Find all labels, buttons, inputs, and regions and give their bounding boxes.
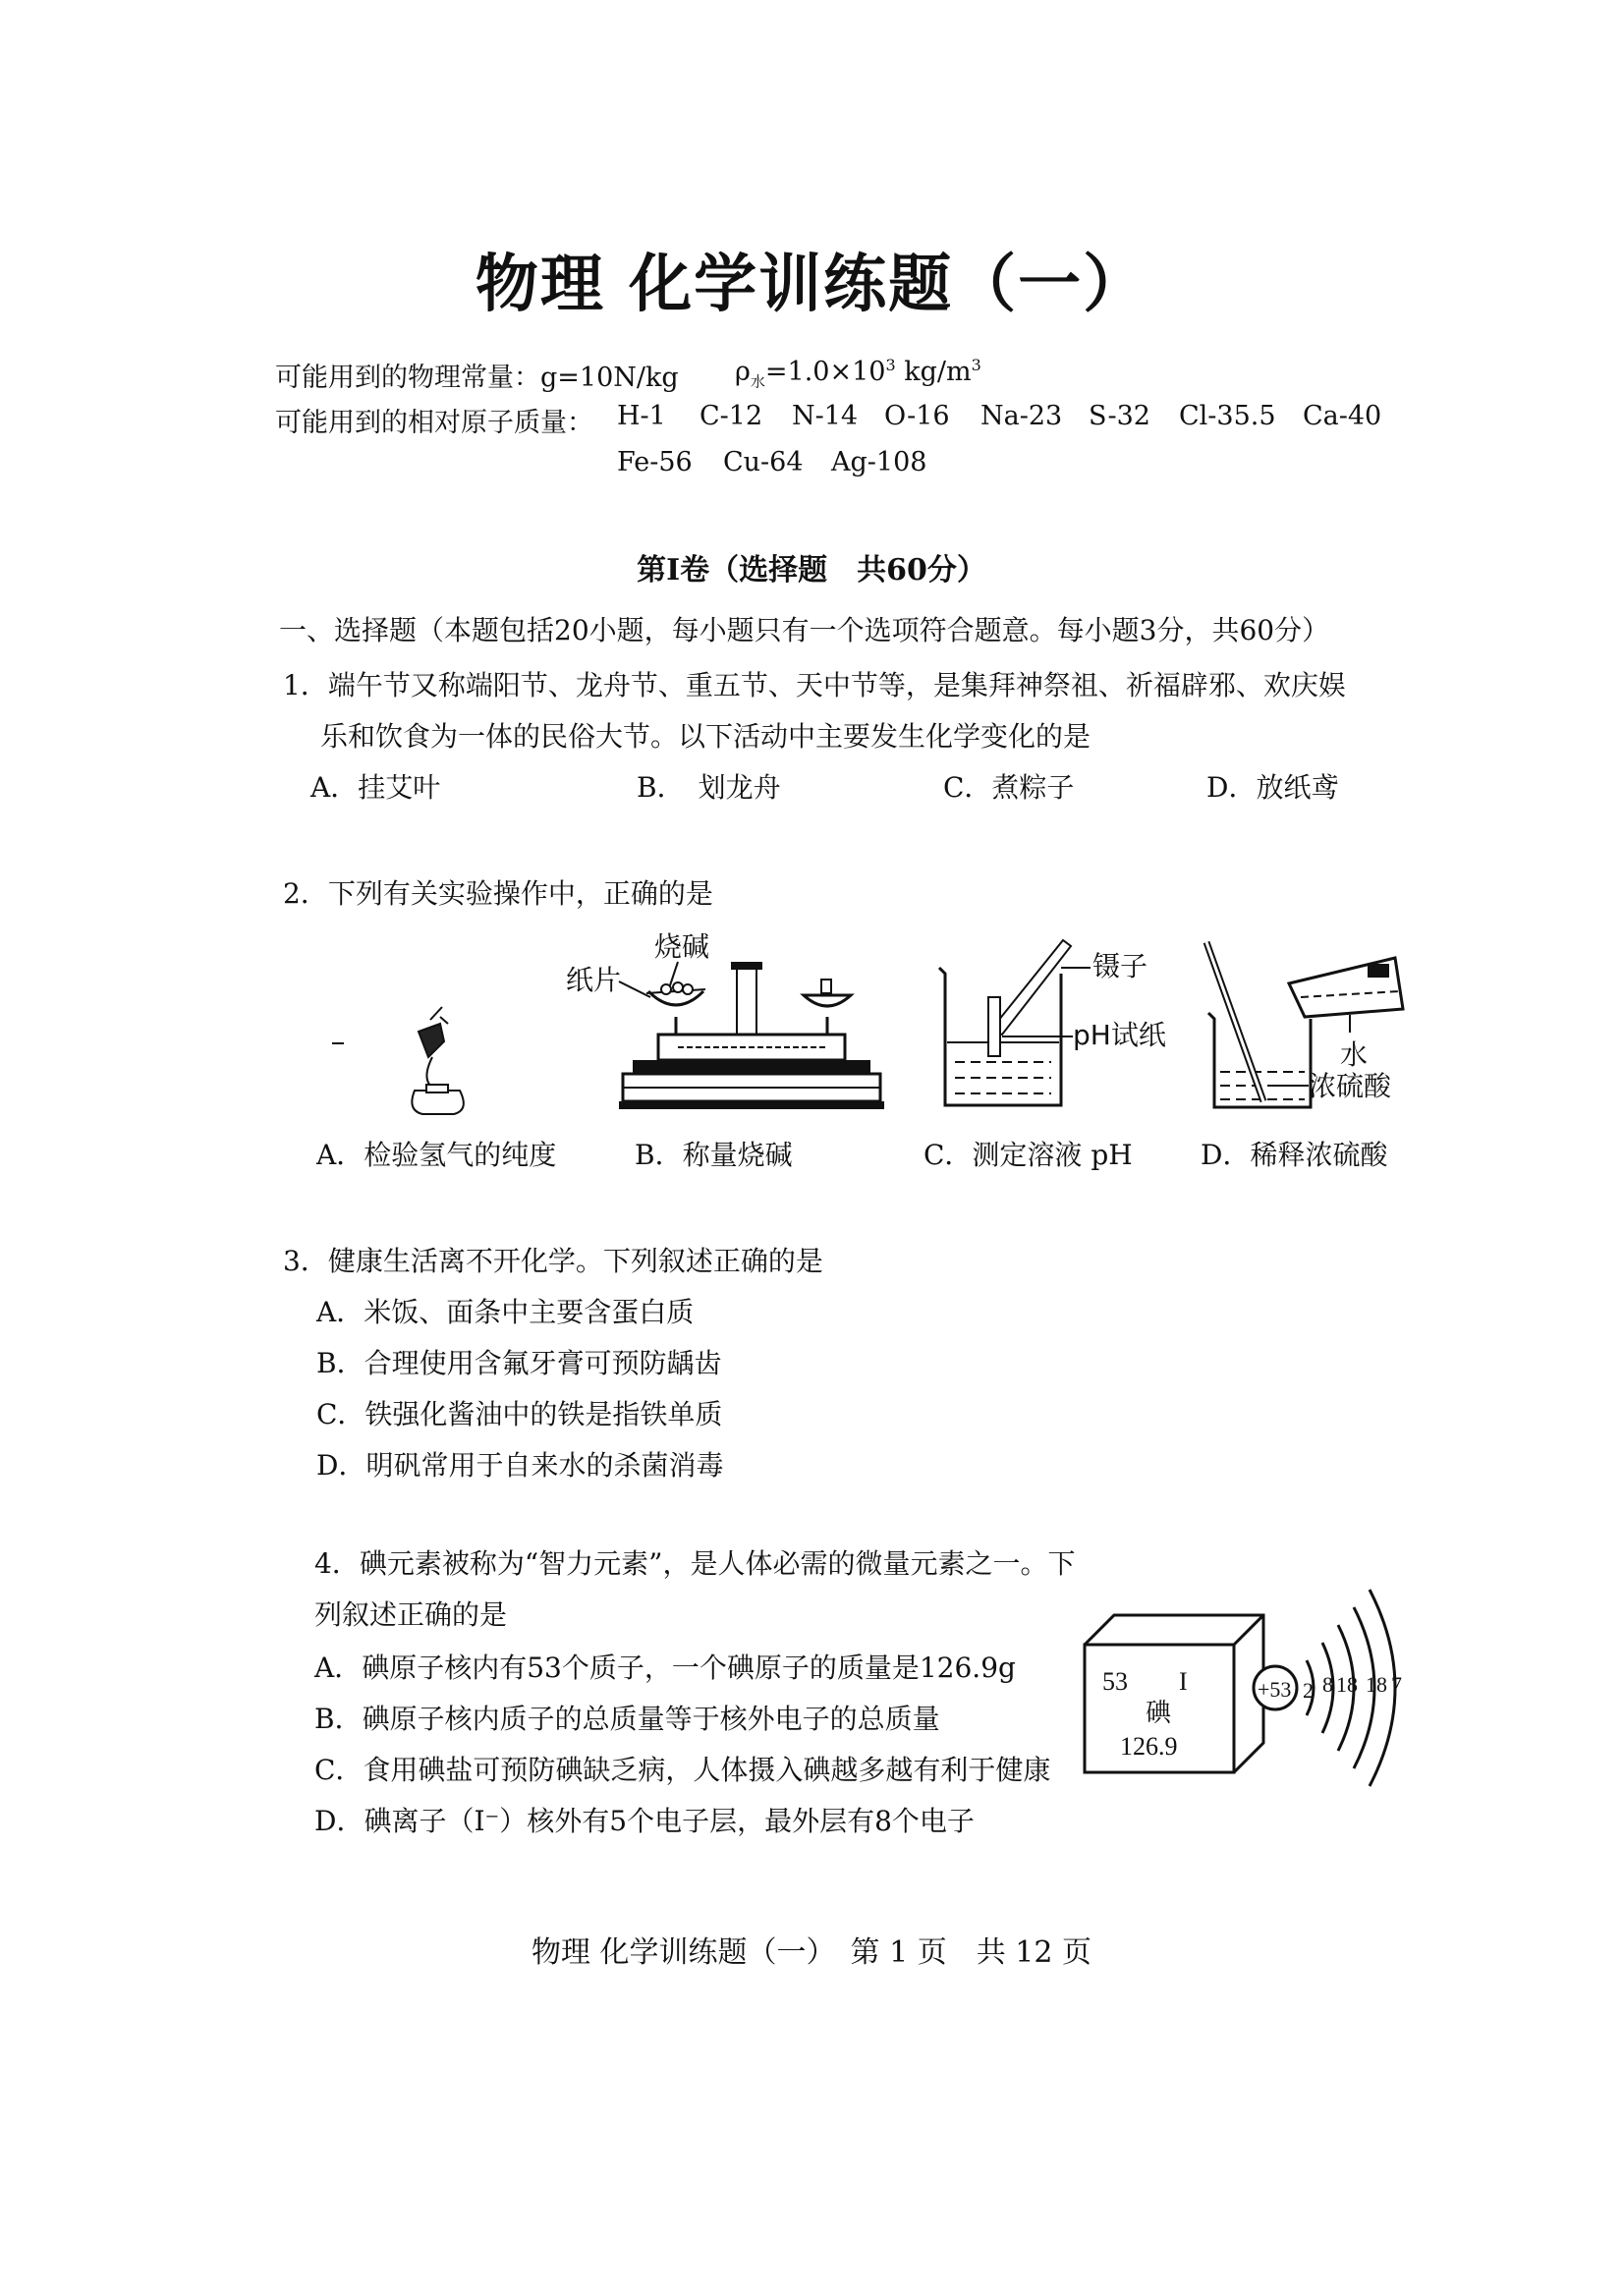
q4-option-b[interactable]: B．碘原子核内质子的总质量等于核外电子的总质量	[314, 1703, 940, 1735]
q2-option-d[interactable]: D．稀释浓硫酸	[1201, 1139, 1388, 1171]
q3-option-a[interactable]: A．米饭、面条中主要含蛋白质	[316, 1296, 695, 1328]
q4-option-a[interactable]: A．碘原子核内有53个质子，一个碘原子的质量是126.9g	[314, 1652, 1016, 1684]
q4-stem-line1: 4．碘元素被称为“智力元素”，是人体必需的微量元素之一。下	[314, 1547, 1076, 1580]
section-title: 第Ⅰ卷（选择题 共60分）	[637, 553, 986, 588]
water-label: 水	[1340, 1038, 1369, 1071]
q2-option-b[interactable]: B．称量烧碱	[635, 1139, 793, 1171]
conc-acid-label: 浓硫酸	[1309, 1070, 1392, 1102]
caustic-soda-label: 烧碱	[654, 930, 710, 963]
shell-4: 18	[1366, 1672, 1387, 1697]
rho-subscript: 水	[750, 372, 765, 391]
page-title: 物理 化学训练题（一）	[475, 249, 1148, 321]
rho-symbol: ρ	[735, 357, 751, 387]
gravity-constant: g=10N/kg	[540, 363, 679, 393]
rho-unit: kg/m	[895, 357, 972, 387]
figure-d-dilute-acid	[1203, 928, 1428, 1115]
atomic-mass-na: Na-23	[980, 401, 1063, 431]
q1-option-c[interactable]: C．煮粽子	[943, 771, 1075, 804]
water-density	[735, 356, 981, 391]
q3-option-b[interactable]: B．合理使用含氟牙膏可预防龋齿	[316, 1347, 722, 1379]
figure-a-hydrogen-test	[324, 1002, 521, 1120]
q3-option-c[interactable]: C．铁强化酱油中的铁是指铁单质	[316, 1398, 723, 1430]
element-symbol: I	[1179, 1667, 1188, 1696]
atomic-mass-cl: Cl-35.5	[1179, 401, 1276, 431]
rho-exponent: 3	[885, 356, 896, 374]
atomic-mass-c: C-12	[700, 401, 763, 431]
physics-constants	[275, 356, 679, 394]
physics-constants-label: 可能用到的物理常量：	[275, 363, 540, 393]
iodine-atom-structure	[1248, 1582, 1425, 1808]
shell-5: 7	[1391, 1672, 1402, 1697]
figure-b-balance	[560, 928, 884, 1115]
figure-c-ph-test	[933, 928, 1189, 1115]
nucleus-charge: +53	[1258, 1677, 1292, 1702]
q1-option-d[interactable]: D．放纸鸢	[1206, 771, 1339, 804]
atomic-mass-o: O-16	[884, 401, 950, 431]
q4-stem-line2: 列叙述正确的是	[314, 1598, 508, 1631]
paper-label: 纸片	[566, 964, 622, 996]
iodine-element-card	[1081, 1611, 1267, 1778]
ph-paper-label: pH试纸	[1073, 1019, 1166, 1051]
q3-option-d[interactable]: D．明矾常用于自来水的杀菌消毒	[316, 1449, 724, 1482]
atomic-mass-ca: Ca-40	[1303, 401, 1382, 431]
q4-option-c[interactable]: C．食用碘盐可预防碘缺乏病，人体摄入碘越多越有利于健康	[314, 1754, 1051, 1786]
atomic-mass: 126.9	[1120, 1732, 1178, 1761]
q2-stem: 2．下列有关实验操作中，正确的是	[283, 877, 713, 910]
atomic-mass-cu: Cu-64	[723, 447, 804, 477]
shell-3: 18	[1336, 1672, 1358, 1697]
q1-option-b[interactable]: B． 划龙舟	[637, 771, 781, 804]
q2-option-a[interactable]: A．检验氢气的纯度	[316, 1139, 557, 1171]
rho-unit-exponent: 3	[971, 356, 981, 374]
q1-option-a[interactable]: A．挂艾叶	[310, 771, 441, 804]
atomic-mass-fe: Fe-56	[617, 447, 693, 477]
section-instruction: 一、选择题（本题包括20小题，每小题只有一个选项符合题意。每小题3分，共60分）	[279, 614, 1330, 646]
q2-option-c[interactable]: C．测定溶液 pH	[923, 1139, 1133, 1171]
atomic-masses-label: 可能用到的相对原子质量：	[275, 408, 593, 438]
shell-1: 2	[1303, 1678, 1314, 1703]
atomic-mass-s: S-32	[1089, 401, 1150, 431]
atomic-mass-ag: Ag-108	[831, 447, 927, 477]
atomic-number: 53	[1102, 1667, 1128, 1696]
atomic-mass-h: H-1	[617, 401, 666, 431]
page-footer: 物理 化学训练题（一） 第 1 页 共 12 页	[532, 1935, 1091, 1970]
atomic-mass-n: N-14	[792, 401, 859, 431]
tweezers-label: 镊子	[1092, 950, 1148, 982]
q4-option-d[interactable]: D．碘离子（I⁻）核外有5个电子层，最外层有8个电子	[314, 1805, 975, 1837]
q1-stem-line2: 乐和饮食为一体的民俗大节。以下活动中主要发生化学变化的是	[320, 720, 1091, 753]
q1-stem-line1: 1．端午节又称端阳节、龙舟节、重五节、天中节等，是集拜神祭祖、祈福辟邪、欢庆娱	[283, 669, 1346, 701]
rho-value: =1.0×10	[764, 357, 886, 387]
shell-2: 8	[1322, 1672, 1333, 1697]
q3-stem: 3．健康生活离不开化学。下列叙述正确的是	[283, 1245, 823, 1277]
element-name: 碘	[1146, 1699, 1172, 1728]
